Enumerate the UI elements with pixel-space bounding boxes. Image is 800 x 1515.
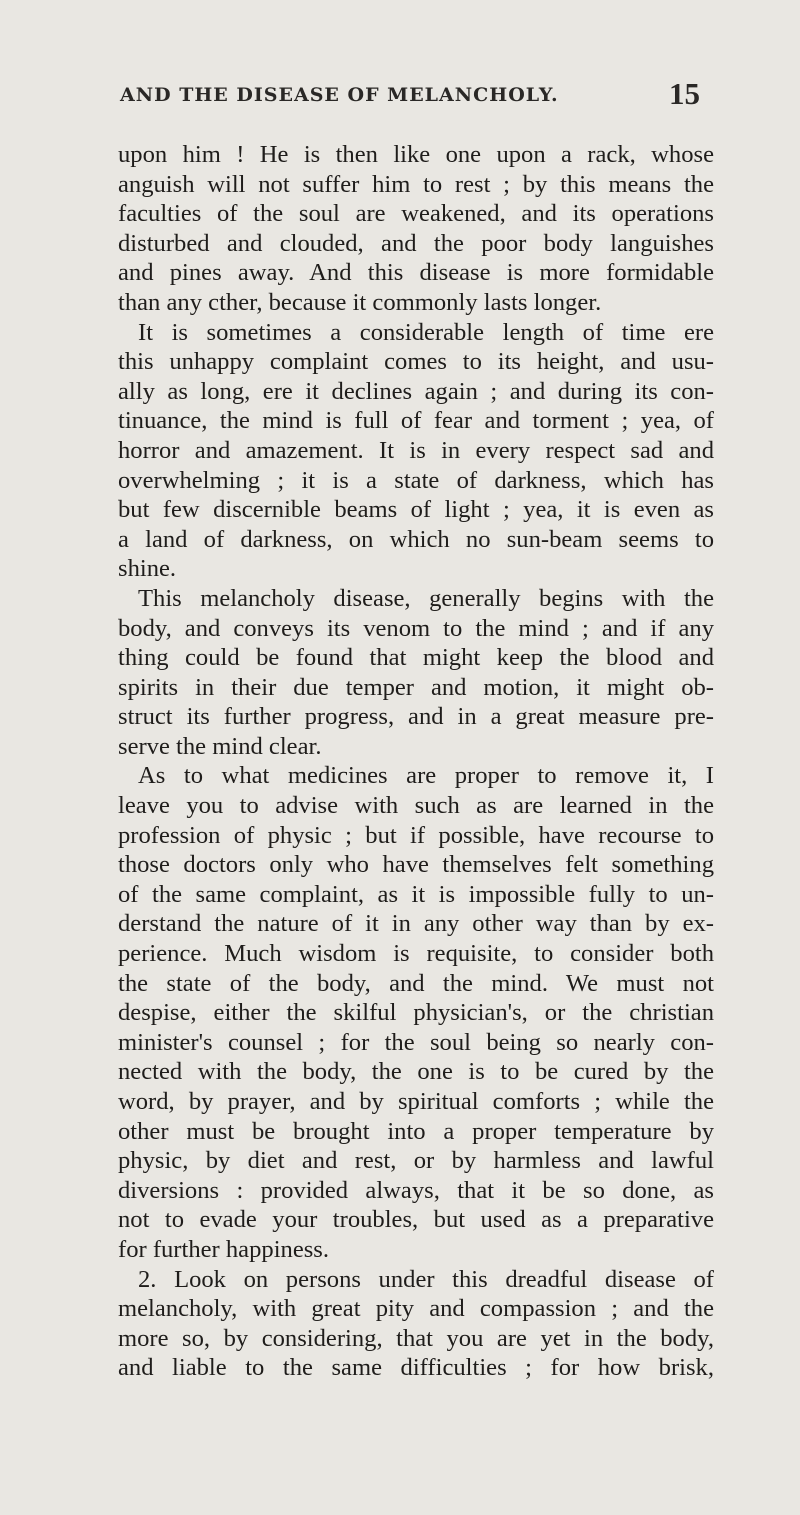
text-line: ally as long, ere it declines again ; and during its con- — [118, 377, 714, 405]
text-line: perience. Much wisdom is requisite, to consider both — [118, 940, 714, 968]
text-line: but few discernible beams of light ; yea, it is even as — [118, 496, 714, 524]
text-line: It is sometimes a considerable length of time ere — [138, 318, 714, 346]
text-line: serve the mind clear. — [118, 732, 322, 760]
text-line: than any cther, because it commonly lasts longer. — [118, 288, 602, 316]
text-line: diversions : provided always, that it be so done, as — [118, 1176, 714, 1204]
text-line: other must be brought into a proper temperature by — [118, 1117, 714, 1145]
text-line: not to evade your troubles, but used as a preparative — [118, 1206, 714, 1234]
text-line: nected with the body, the one is to be cured by the — [118, 1058, 714, 1086]
text-line: those doctors only who have themselves felt something — [118, 851, 714, 879]
text-line: spirits in their due temper and motion, it might ob- — [118, 673, 714, 701]
text-line: of the same complaint, as it is impossible fully to un- — [118, 880, 714, 908]
text-line: profession of physic ; but if possible, have recourse to — [118, 821, 714, 849]
text-line: this unhappy complaint comes to its height, and usu- — [118, 348, 714, 376]
text-line: for further happiness. — [118, 1235, 330, 1263]
text-line: and pines away. And this disease is more formidable — [118, 259, 714, 287]
running-title: AND THE DISEASE OF MELANCHOLY. — [120, 84, 559, 106]
text-line: upon him ! He is then like one upon a rack, whose — [118, 141, 714, 168]
text-line: body, and conveys its venom to the mind ; and if any — [118, 614, 714, 642]
running-head — [120, 76, 700, 116]
text-line: leave you to advise with such as are learned in the — [118, 792, 714, 820]
text-line: melancholy, with great pity and compassion ; and the — [118, 1295, 714, 1323]
text-line: anguish will not suffer him to rest ; by this means the — [118, 170, 714, 198]
text-line: thing could be found that might keep the blood and — [118, 644, 714, 672]
page-number: 15 — [669, 76, 700, 111]
text-line: faculties of the soul are weakened, and its operations — [118, 200, 714, 228]
text-line: horror and amazement. It is in every respect sad and — [118, 436, 714, 464]
text-line: disturbed and clouded, and the poor body languishes — [118, 229, 714, 257]
text-line: more so, by considering, that you are yet in the body, — [118, 1324, 714, 1352]
text-line: overwhelming ; it is a state of darkness, which has — [118, 466, 714, 494]
text-line: a land of darkness, on which no sun-beam seems to — [118, 525, 714, 553]
text-line: shine. — [118, 555, 177, 583]
text-line: physic, by diet and rest, or by harmless and lawful — [118, 1147, 714, 1175]
text-line: 2. Look on persons under this dreadful disease of — [138, 1265, 714, 1293]
text-line: the state of the body, and the mind. We must not — [118, 969, 714, 997]
body-text — [118, 140, 714, 1383]
text-line: derstand the nature of it in any other way than by ex- — [118, 910, 714, 938]
text-line: This melancholy disease, generally begins with the — [138, 584, 714, 612]
text-line: word, by prayer, and by spiritual comforts ; while the — [118, 1088, 714, 1115]
text-line: tinuance, the mind is full of fear and torment ; yea, of — [118, 407, 714, 435]
text-line: minister's counsel ; for the soul being so nearly con- — [118, 1028, 714, 1056]
text-line: struct its further progress, and in a great measure pre- — [118, 703, 714, 731]
text-line: and liable to the same difficulties ; for how brisk, — [118, 1354, 714, 1382]
text-line: despise, either the skilful physician's, or the christian — [118, 999, 714, 1027]
text-line: As to what medicines are proper to remove it, I — [138, 762, 714, 790]
